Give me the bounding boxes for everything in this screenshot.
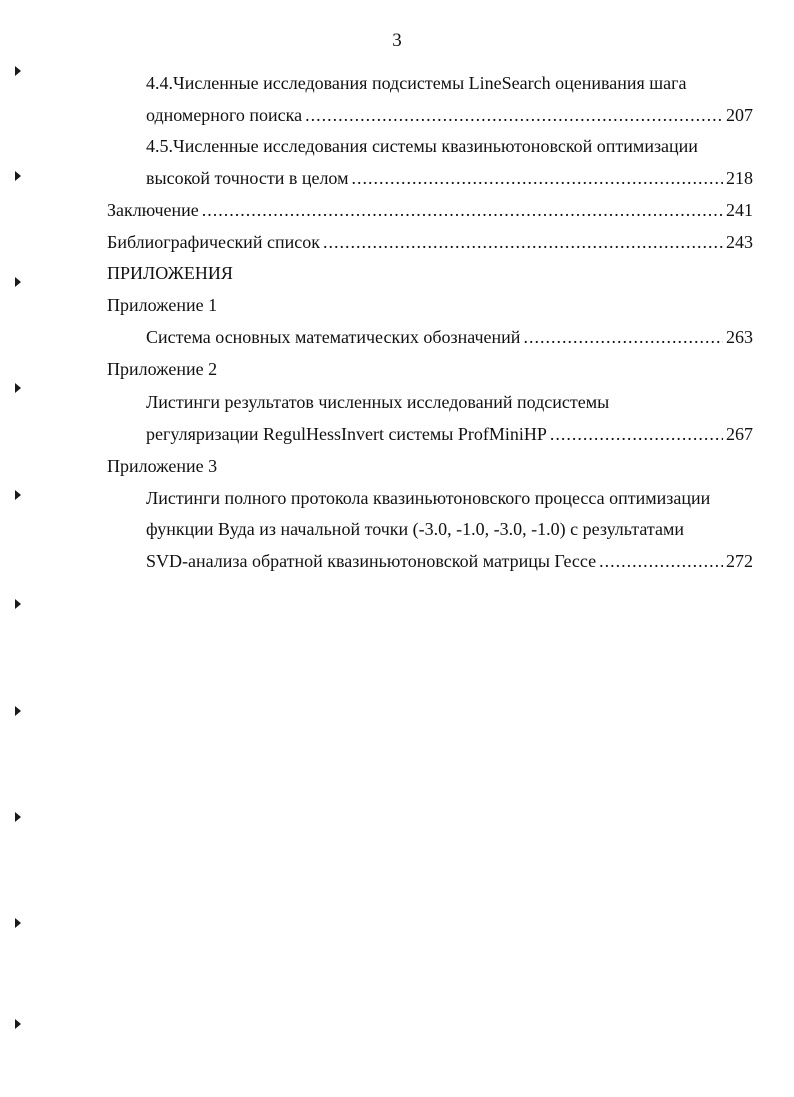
toc-entry-4-5[interactable] — [146, 163, 753, 193]
dot-leader — [550, 419, 723, 449]
binding-hole-marker-icon — [15, 599, 21, 609]
toc-entry-4-4-line-2: одномерного поиска — [146, 105, 303, 125]
dot-leader — [351, 163, 723, 193]
dot-leader — [305, 100, 723, 130]
toc-entry-title: Библиографический список — [107, 232, 320, 252]
toc-entry-conclusion[interactable] — [107, 195, 753, 225]
binding-hole-marker-icon — [15, 171, 21, 181]
toc-entry-notation[interactable] — [146, 322, 753, 352]
toc-entry-listings-2-line-1: Листинги полного протокола квазиньютоновского процесса оптимизации — [146, 488, 711, 508]
toc-entry-title: Заключение — [107, 200, 199, 220]
dot-leader — [599, 546, 723, 576]
binding-hole-marker-icon — [15, 1019, 21, 1029]
toc-entry-listings-2-line-3: SVD-анализа обратной квазиньютоновской матрицы Гессе — [146, 551, 597, 571]
binding-hole-marker-icon — [15, 277, 21, 287]
binding-hole-marker-icon — [15, 383, 21, 393]
toc-heading-appendices: ПРИЛОЖЕНИЯ — [107, 263, 233, 283]
toc-entry-4-5-line-1: 4.5.Численные исследования системы квазиньютоновской оптимизации — [146, 136, 698, 156]
toc-heading-appendix-3: Приложение 3 — [107, 456, 218, 476]
dot-leader — [323, 227, 723, 257]
toc-entry-4-4-line-1: 4.4.Численные исследования подсистемы LineSearch оценивания шага — [146, 73, 687, 93]
toc-page-number: 267 — [726, 424, 753, 444]
toc-entry-listings-2[interactable] — [146, 546, 753, 576]
toc-entry-listings-1[interactable] — [146, 419, 753, 449]
toc-entry-title: Система основных математических обозначений — [146, 327, 521, 347]
toc-entry-listings-1-line-2: регуляризации RegulHessInvert системы ProfMiniHP — [146, 424, 547, 444]
toc-entry-4-5-line-2: высокой точности в целом — [146, 168, 349, 188]
binding-hole-marker-icon — [15, 66, 21, 76]
dot-leader — [202, 195, 723, 225]
toc-entry-listings-2-line-2: функции Вуда из начальной точки (-3.0, -1.0, -3.0, -1.0) с результатами — [146, 519, 684, 539]
toc-entry-bibliography[interactable] — [107, 227, 753, 257]
dot-leader — [523, 322, 723, 352]
toc-page-number: 207 — [726, 105, 753, 125]
binding-hole-marker-icon — [15, 812, 21, 822]
toc-page-number: 263 — [726, 327, 753, 347]
toc-entry-listings-1-line-1: Листинги результатов численных исследований подсистемы — [146, 392, 610, 412]
toc-page-number: 243 — [726, 232, 753, 252]
page-number: 3 — [392, 30, 402, 51]
toc-page-number: 272 — [726, 551, 753, 571]
toc-heading-appendix-1: Приложение 1 — [107, 295, 218, 315]
toc-page-number: 241 — [726, 200, 753, 220]
toc-heading-appendix-2: Приложение 2 — [107, 359, 218, 379]
binding-hole-marker-icon — [15, 490, 21, 500]
binding-hole-marker-icon — [15, 918, 21, 928]
toc-page-number: 218 — [726, 168, 753, 188]
binding-hole-marker-icon — [15, 706, 21, 716]
toc-entry-4-4[interactable] — [146, 100, 753, 130]
